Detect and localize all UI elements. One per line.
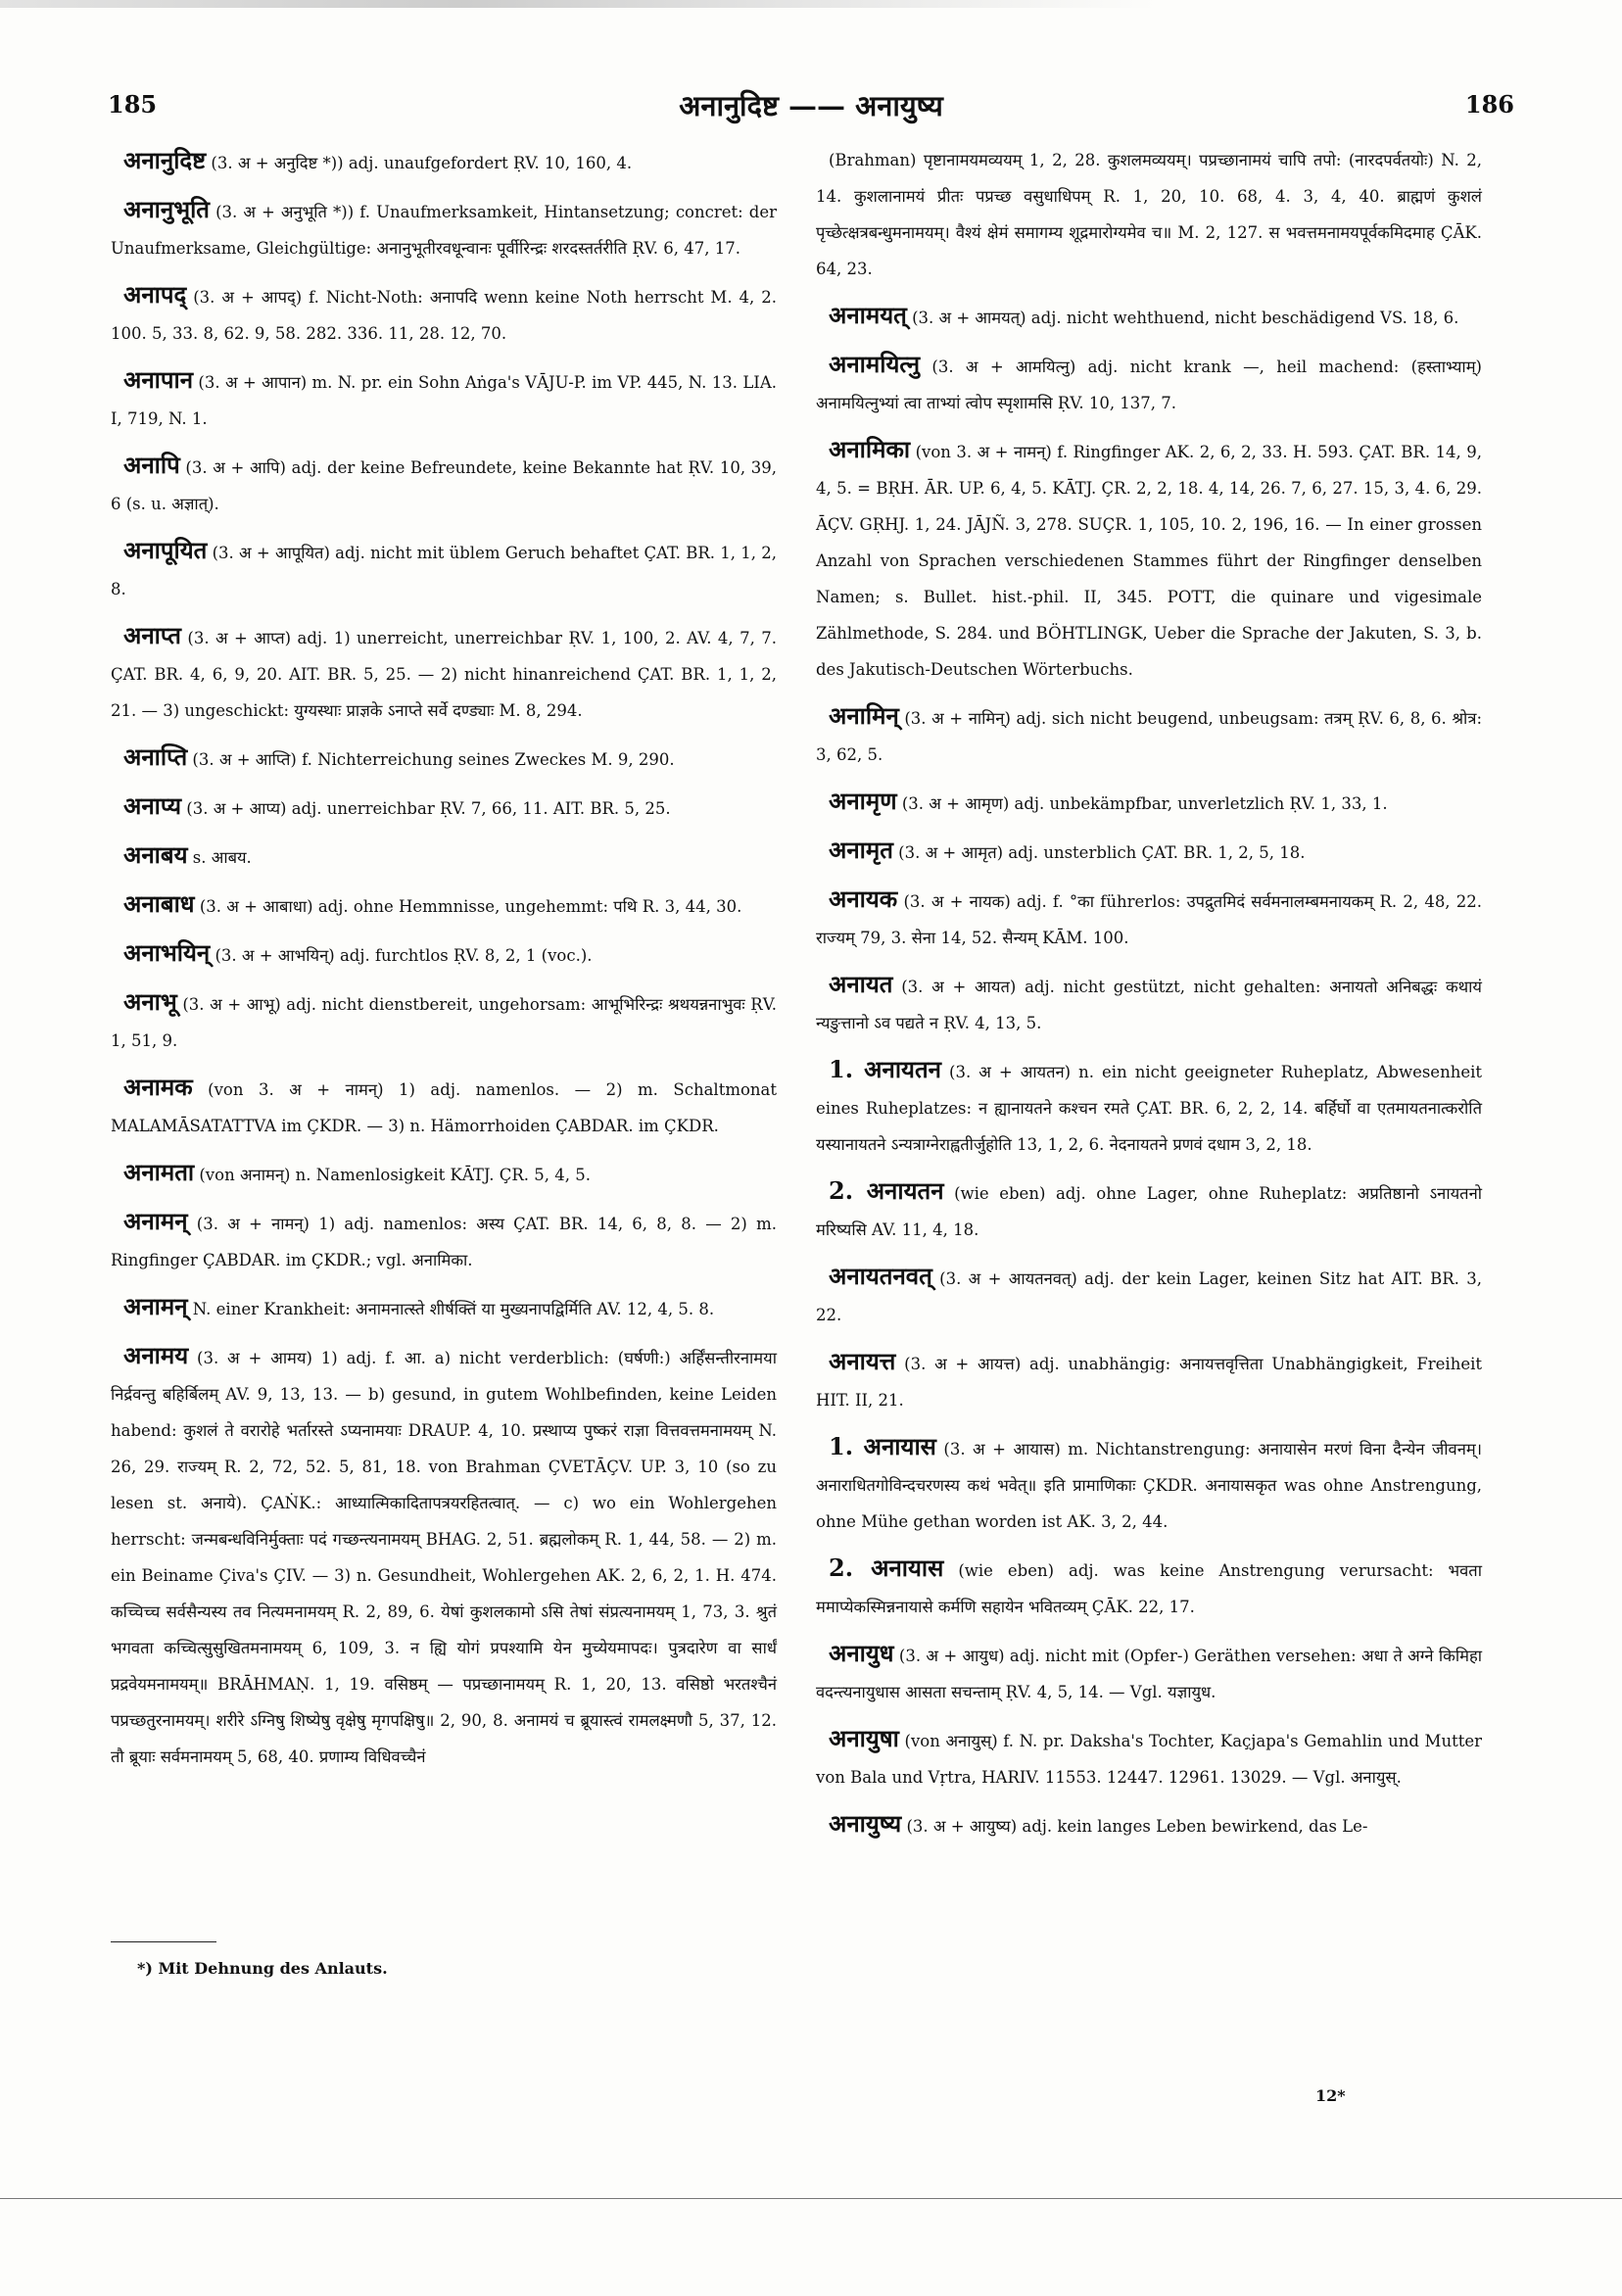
entry-headword: अनापान [123, 365, 194, 394]
entry-text: (3. अ + नामिन्) adj. sich nicht beugend, unbeugsam: तत्रम् ṚV. 6, 8, 6. श्रोत्र: 3, 62, 5. [816, 709, 1483, 764]
entry-text: (3. अ + आयत्त) adj. unabhängig: अनायत्तवृत्तिता Unabhängigkeit, Freiheit HIT. II, 21. [816, 1355, 1482, 1410]
signature-mark: 12* [1315, 2086, 1346, 2105]
entry-text: (3. अ + आमयित्नु) adj. nicht krank —, heil machend: (हस्ताभ्याम्) अनामयित्नुभ्यां त्वा ताभ्यां त्वोप स्पृशामसि ṚV. 10, 137, 7. [816, 358, 1482, 412]
entry-headword: अनामन् [123, 1292, 188, 1320]
entry-text: (3. अ + आयतन) n. ein nicht geeigneter Ruheplatz, Abwesenheit eines Ruheplatzes: न ह्यानायतने कश्चन रमते ÇAT. BR. 6, 2, 2, 14. बर्हिर्घो वा एतमायतनात्करोति यस्यानायतने ऽन्यत्राग्नेराह्वतीर्जुहोति 13, 1, 2, 6. नेदनायतने प्रणवं दधाम 3, 2, 18. [816, 1063, 1483, 1154]
footnote: *) Mit Dehnung des Anlauts. [137, 1959, 388, 1978]
dictionary-entry [816, 297, 1482, 336]
entry-text: (Brahman) पृष्टानामयमव्ययम् 1, 2, 28. कुशलमव्ययम्। पप्रच्छानामयं चापि तपो: (नारदपर्वतयोः) N. 2, 14. कुशलानामयं प्रीतः पप्रच्छ वसुधाधिपम् R. 1, 20, 10. 68, 4. 3, 4, 40. ब्राह्मणं कुशलं पृच्छेत्क्षत्रबन्धुमनामयम्। वैश्यं क्षेमं समागम्य शूद्रमारोग्यमेव च॥ M. 2, 127. स भवत्तमनामयपूर्वकमिदमाह ÇĀK. 64, 23. [816, 151, 1482, 278]
bottom-rule [0, 2198, 1622, 2199]
dictionary-entry [111, 142, 777, 181]
dictionary-entry [111, 983, 777, 1059]
entry-headword: अनाप्य [123, 791, 182, 820]
dictionary-entry [111, 788, 777, 827]
entry-text: (3. अ + आपि) adj. der keine Befreundete, keine Bekannte hat ṚV. 10, 39, 6 (s. u. अज्ञात्). [111, 458, 777, 513]
entry-headword: अनानुदिष्ट [123, 146, 207, 174]
dictionary-entry [111, 276, 777, 352]
dictionary-entry [816, 1051, 1482, 1163]
entry-headword: 2. अनायतन [829, 1176, 944, 1205]
entry-text: (3. अ + अनुदिष्ट *)) adj. unaufgefordert ṚV. 10, 160, 4. [211, 154, 633, 172]
dictionary-entry [111, 1154, 777, 1193]
entry-text: (3. अ + नायक) adj. f. °का führerlos: उपद्रुतमिदं सर्वमनालम्बमनायकम् R. 2, 48, 22. राज्यम् 79, 3. सेना 14, 52. सैन्यम् KĀM. 100. [816, 892, 1482, 947]
entry-text: (3. अ + आमयत्) adj. nicht wehthuend, nicht beschädigend VS. 18, 6. [912, 309, 1459, 327]
left-column [111, 142, 777, 1785]
entry-text: (3. अ + आमृण) adj. unbekämpfbar, unverletzlich ṚV. 1, 33, 1. [901, 794, 1388, 813]
dictionary-entry [111, 617, 777, 729]
entry-text: (von 3. अ + नामन्) f. Ringfinger AK. 2, 6, 2, 33. H. 593. ÇAT. BR. 14, 9, 4, 5. = BṚH. ĀR. UP. 6, 4, 5. KĀTJ. ÇR. 2, 2, 18. 4, 14, 26. 7, 6, 27. 15, 3, 4. 6, 29. ĀÇV. GṚHJ. 1, 24. JĀJÑ. 3, 278. SUÇR. 1, 105, 10. 2, 196, 16. — In einer grossen Anzahl von Sprachen verschiedenen Stammes führt der Ringfinger denselben Namen; s. Bullet. hist.-phil. II, 345. POTT, die quinare und vigesimale Zählmethode, S. 284. und BÖHTLINGK, Ueber die Sprache der Jakuten, S. 3, b. des Jakutisch-Deutschen Wörterbuchs. [816, 443, 1483, 679]
dictionary-entry [111, 1337, 777, 1775]
entry-text: (von 3. अ + नामन्) 1) adj. namenlos. — 2) m. Schaltmonat MALAMĀSATATTVA im ÇKDR. — 3) n. Hämorrhoiden ÇABDAR. im ÇKDR. [111, 1080, 777, 1135]
entry-headword: अनामयित्नु [829, 350, 921, 378]
dictionary-entry [111, 837, 777, 876]
dictionary-entry [111, 1288, 777, 1327]
dictionary-entry [816, 1172, 1482, 1248]
entry-headword: अनामक [123, 1073, 193, 1101]
entry-text: (3. अ + आबाधा) adj. ohne Hemmnisse, ungehemmt: पथि R. 3, 44, 30. [199, 897, 742, 916]
entry-text: (3. अ + आप्य) adj. unerreichbar ṚV. 7, 66, 11. AIT. BR. 5, 25. [186, 799, 671, 818]
entry-headword: अनामृत [829, 836, 893, 864]
entry-text: (wie eben) adj. ohne Lager, ohne Ruheplatz: अप्रतिष्ठानो ऽनायतनो मरिष्यसि AV. 11, 4, 18. [816, 1184, 1483, 1239]
entry-headword: अनाप्ति [123, 742, 188, 771]
entry-text: (3. अ + आपद्) f. Nicht-Noth: अनापदि wenn keine Noth herrscht M. 4, 2. 100. 5, 33. 8, 62. 9, 58. 282. 336. 11, 28. 12, 70. [111, 288, 777, 343]
dictionary-entry [111, 361, 777, 437]
entry-text: (3. अ + आमय) 1) adj. f. आ. a) nicht verderblich: (घर्षणी:) अर्हिंसन्तीरनामया निर्द्रवन्तु बहिर्बिलम् AV. 9, 13, 13. — b) gesund, in gutem Wohlbefinden, keine Leiden habend: कुशलं ते वरारोहे भर्तारस्ते ऽप्यनामयाः DRAUP. 4, 10. प्रस्थाप्य पुष्करं राज्ञा वित्तवत्तमनामयम् N. 26, 29. राज्यम् R. 2, 72, 52. 5, 81, 18. von Brahman ÇVETĀÇV. UP. 3, 10 (so zu lesen st. अनाये). ÇAṄK.: आध्यात्मिकादितापत्रयरहितत्वात्. — c) wo ein Wohlergehen herrscht: जन्मबन्धविनिर्मुक्ताः पदं गच्छन्त्यनामयम् BHAG. 2, 51. ब्रह्मलोकम् R. 1, 44, 58. — 2) m. ein Beiname Çiva's ÇIV. — 3) n. Gesundheit, Wohlergehen AK. 2, 6, 2, 1. H. 474. कच्चिच्च सर्वसैन्यस्य तव नित्यमनामयम् R. 2, 89, 6. येषां कुशलकामो ऽसि तेषां संप्रत्यनामयम् 1, 73, 3. श्रुतं भगवता कच्चित्सुसुखितमनामयम् 6, 109, 3. न ह्यि योगं प्रपश्यामि येन मुच्येयमापदः। पुत्रदारेण वा सार्धं प्रद्रवेयमनामयम्॥ BRĀHMAṆ. 1, 19. वसिष्ठम् — पप्रच्छानामयम् R. 1, 20, 13. वसिष्ठो भरतश्चैनं पप्रच्छतुरनामयम्। शरीरे ऽग्निषु शिष्येषु वृक्षेषु मृगपक्षिषु॥ 2, 90, 8. अनामयं च ब्रूयास्त्वं रामलक्ष्मणौ 5, 37, 12. तौ ब्रूयाः सर्वमनामयम् 5, 68, 40. प्रणाम्य विधिवच्चैनं [111, 1349, 777, 1766]
running-head: अनानुदिष्ट —— अनायुष्य [679, 89, 943, 122]
entry-headword: अनापि [123, 451, 180, 479]
dictionary-entry [111, 885, 777, 925]
entry-text: (3. अ + आयत) adj. nicht gestützt, nicht gehalten: अनायतो अनिबद्धः कथायं न्यङुत्तानो ऽव पद्यते न ṚV. 4, 13, 5. [816, 978, 1482, 1032]
dictionary-entry [111, 1203, 777, 1278]
dictionary-entry [816, 1805, 1482, 1844]
entry-headword: अनानुभूति [123, 195, 210, 223]
entry-headword: अनापूयित [123, 536, 208, 564]
entry-text: (3. अ + नामन्) 1) adj. namenlos: अस्य ÇAT. BR. 14, 6, 8, 8. — 2) m. Ringfinger ÇABDAR. im ÇKDR.; vgl. अनामिका. [111, 1215, 777, 1269]
dictionary-entry [816, 966, 1482, 1041]
entry-headword: अनाभू [123, 987, 177, 1016]
entry-headword: अनाप्त [123, 621, 181, 649]
entry-text: (3. अ + आभू) adj. nicht dienstbereit, ungehorsam: आभूभिरिन्द्रः श्रथयन्ननाभुवः ṚV. 1, 51, 9. [111, 995, 778, 1050]
entry-headword: अनायत्त [829, 1347, 896, 1375]
entry-headword: अनापद् [123, 280, 187, 309]
entry-headword: अनाबाध [123, 889, 195, 918]
entry-text: (3. अ + आयास) m. Nichtanstrengung: अनायासेन मरणं विना दैन्येन जीवनम्। अनाराधितगोविन्दचरणस्य कथं भवेत्॥ इति प्रामाणिकाः ÇKDR. अनायासकृत was ohne Anstrengung, ohne Mühe gethan worden ist AK. 3, 2, 44. [816, 1440, 1482, 1531]
dictionary-entry [816, 142, 1482, 287]
dictionary-entry [816, 431, 1482, 688]
dictionary-entry [816, 1343, 1482, 1418]
entry-headword: अनामन् [123, 1207, 188, 1235]
entry-headword: अनाबय [123, 840, 188, 869]
entry-text: (3. अ + आपान) m. N. pr. ein Sohn Aṅga's VĀJU-P. im VP. 445, N. 13. LIA. I, 719, N. 1. [111, 373, 777, 428]
dictionary-entry [816, 1428, 1482, 1540]
entry-text: (3. अ + आप्त) adj. 1) unerreicht, unerreichbar ṚV. 1, 100, 2. AV. 4, 7, 7. ÇAT. BR. 4, 6, 9, 20. AIT. BR. 5, 25. — 2) nicht hinanreichend ÇAT. BR. 1, 1, 2, 21. — 3) ungeschickt: युग्यस्थाः प्राज्ञके ऽनाप्ते सर्वे दण्ड्याः M. 8, 294. [111, 629, 778, 720]
entry-text: s. आबय. [192, 848, 252, 867]
entry-text: (3. अ + आयतनवत्) adj. der kein Lager, keinen Sitz hat AIT. BR. 3, 22. [816, 1269, 1483, 1324]
dictionary-entry [816, 346, 1482, 421]
entry-headword: अनामिका [829, 435, 911, 463]
entry-headword: अनायतनवत् [829, 1262, 932, 1290]
dictionary-entry [816, 783, 1482, 822]
dictionary-entry [816, 1720, 1482, 1795]
entry-text: (3. अ + अनुभूति *)) f. Unaufmerksamkeit, Hintansetzung; concret: der Unaufmerksame, Gleichgültige: अनानुभूतीरवधून्वानः पूर्वीरिन्द्रः शरदस्तर्तरीति ṚV. 6, 47, 17. [111, 203, 777, 258]
entry-headword: 1. अनायास [829, 1432, 936, 1460]
dictionary-entry [816, 832, 1482, 871]
entry-headword: अनामयत् [829, 301, 907, 329]
dictionary-entry [111, 739, 777, 778]
scan-top-edge [0, 0, 1156, 8]
page-number-right: 186 [1464, 90, 1514, 119]
dictionary-entry [816, 697, 1482, 773]
entry-headword: अनामृण [829, 787, 897, 815]
dictionary-entry [111, 191, 777, 266]
entry-text: (von अनायुस्) f. N. pr. Daksha's Tochter, Kaçjapa's Gemahlin und Mutter von Bala und Vṛtra, HARIV. 11553. 12447. 12961. 13029. — Vgl. अनायुस्. [816, 1732, 1482, 1787]
entry-text: (wie eben) adj. was keine Anstrengung verursacht: भवता ममाप्येकस्मिन्ननायासे कर्मणि सहायेन भवितव्यम् ÇĀK. 22, 17. [816, 1561, 1482, 1616]
entry-headword: अनाभयिन् [123, 938, 211, 967]
entry-text: (3. अ + आयुष्य) adj. kein langes Leben bewirkend, das Le- [906, 1817, 1368, 1836]
entry-text: (3. अ + आपूयित) adj. nicht mit üblem Geruch behaftet ÇAT. BR. 1, 1, 2, 8. [111, 544, 777, 598]
dictionary-entry [816, 1550, 1482, 1625]
dictionary-entry [111, 934, 777, 974]
entry-text: (3. अ + आमृत) adj. unsterblich ÇAT. BR. 1, 2, 5, 18. [898, 843, 1306, 862]
entry-headword: 2. अनायास [829, 1554, 944, 1582]
entry-headword: अनायक [829, 885, 898, 913]
entry-headword: अनामिन् [829, 701, 899, 730]
entry-text: (3. अ + आयुध) adj. nicht mit (Opfer-) Geräthen versehen: अधा ते अग्ने किमिहा वदन्त्यनायुधास आसता सचन्ताम् ṚV. 4, 5, 14. — Vgl. यज्ञायुध. [816, 1647, 1482, 1701]
footnote-rule [111, 1941, 216, 1942]
entry-headword: 1. अनायतन [829, 1055, 941, 1083]
entry-headword: अनामय [123, 1341, 189, 1369]
entry-text: (3. अ + आभयिन्) adj. furchtlos ṚV. 8, 2, 1 (voc.). [215, 946, 593, 965]
entry-text: (3. अ + आप्ति) f. Nichterreichung seines Zweckes M. 9, 290. [192, 750, 675, 769]
entry-headword: अनायुध [829, 1639, 894, 1667]
dictionary-entry [816, 881, 1482, 956]
dictionary-entry [111, 1069, 777, 1144]
entry-headword: अनायुष्य [829, 1809, 902, 1838]
entry-headword: अनायुषा [829, 1724, 899, 1752]
entry-text: N. einer Krankheit: अनामनात्स्ते शीर्षक्तिं या मुख्यनापद्विर्मिति AV. 12, 4, 5. 8. [192, 1300, 715, 1318]
entry-headword: अनामता [123, 1158, 195, 1186]
page-number-left: 185 [108, 90, 158, 119]
dictionary-entry [111, 447, 777, 522]
dictionary-entry [111, 532, 777, 607]
dictionary-entry [816, 1258, 1482, 1333]
dictionary-entry [816, 1635, 1482, 1710]
entry-text: (von अनामन्) n. Namenlosigkeit KĀTJ. ÇR. 5, 4, 5. [199, 1166, 591, 1184]
right-column [816, 142, 1482, 1854]
entry-headword: अनायत [829, 970, 893, 998]
